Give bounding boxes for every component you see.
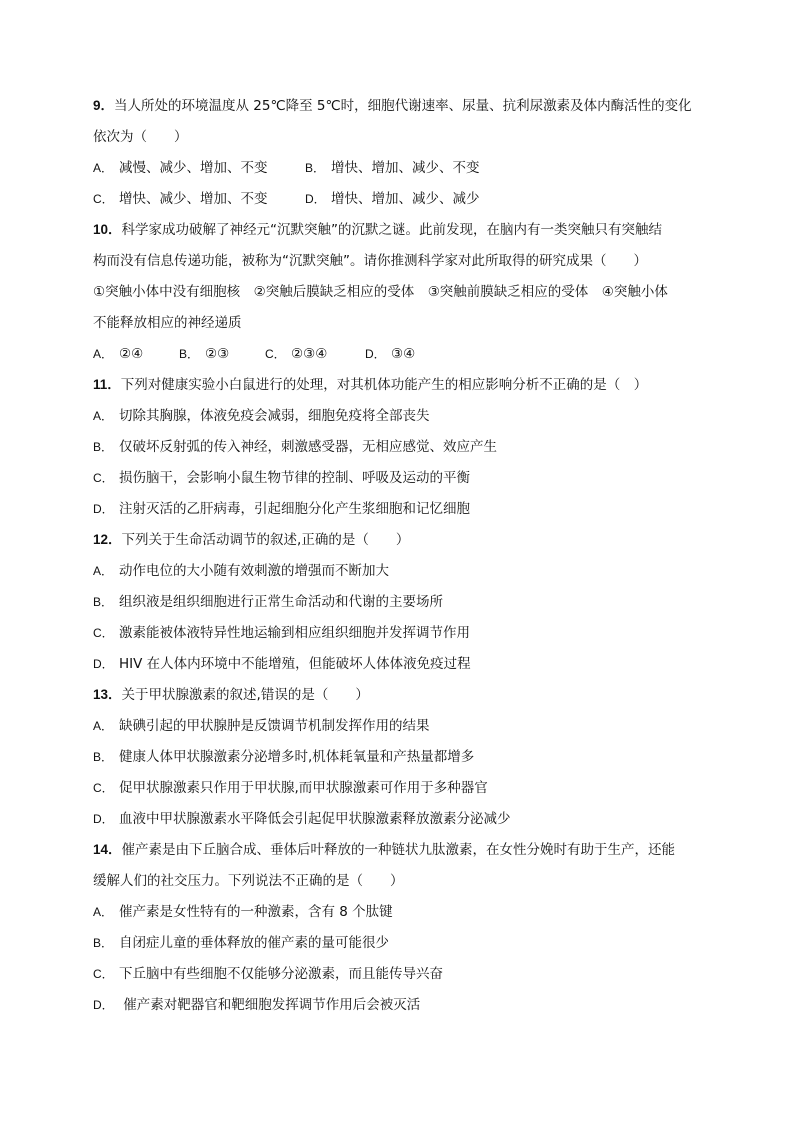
question-number: 13． [93,687,122,702]
option-a[interactable]: A． ②④ [93,346,144,362]
question-stem: 下列关于生命活动调节的叙述,正确的是（ ） [121,532,410,548]
option-a[interactable]: A． 催产素是女性特有的一种激素，含有 8 个肽键 [93,904,393,920]
question-9 [93,96,713,220]
option-a[interactable]: A． 缺碘引起的甲状腺肿是反馈调节机制发挥作用的结果 [93,718,430,734]
question-stem: 缓解人们的社交压力。下列说法不正确的是（ ） [93,873,404,889]
question-stem: 下列对健康实验小白鼠进行的处理，对其机体功能产生的相应影响分析不正确的是（ ） [120,377,648,393]
option-b[interactable]: B． ②③ [179,346,230,362]
option-d[interactable]: D． 血液中甲状腺激素水平降低会引起促甲状腺激素释放激素分泌减少 [93,811,511,827]
question-stem: 科学家成功破解了神经元“沉默突触”的沉默之谜。此前发现，在脑内有一类突触只有突触结 [121,222,663,238]
option-b[interactable]: B． 健康人体甲状腺激素分泌增多时,机体耗氧量和产热量都增多 [93,749,475,765]
exam-page [93,96,713,1026]
option-c[interactable]: C． 增快、减少、增加、不变 [93,191,268,207]
option-b[interactable]: B． 组织液是组织细胞进行正常生命活动和代谢的主要场所 [93,594,443,610]
option-a[interactable]: A． 减慢、减少、增加、不变 [93,160,268,176]
option-c[interactable]: C． 激素能被体液特异性地运输到相应组织细胞并发挥调节作用 [93,625,470,641]
question-14 [93,840,713,1026]
question-number: 9． [93,98,115,113]
option-d[interactable]: D． 注射灭活的乙肝病毒，引起细胞分化产生浆细胞和记忆细胞 [93,501,470,517]
question-stem: 关于甲状腺激素的叙述,错误的是（ ） [121,687,369,703]
option-b[interactable]: B． 自闭症儿童的垂体释放的催产素的量可能很少 [93,935,389,951]
option-a[interactable]: A． 动作电位的大小随有效刺激的增强而不断加大 [93,563,389,579]
option-d[interactable]: D． HIV 在人体内环境中不能增殖，但能破坏人体体液免疫过程 [93,656,471,672]
question-stem: 当人所处的环境温度从 25℃降至 5℃时，细胞代谢速率、尿量、抗利尿激素及体内酶活性的变化 [114,98,692,114]
option-c[interactable]: C． 损伤脑干，会影响小鼠生物节律的控制、呼吸及运动的平衡 [93,470,470,486]
option-d[interactable]: D． ③④ [365,346,416,362]
question-stem: 依次为（ ） [93,129,188,145]
option-b[interactable]: B． 仅破坏反射弧的传入神经，刺激感受器，无相应感觉、效应产生 [93,439,497,455]
question-10 [93,220,713,375]
option-d[interactable]: D． 催产素对靶器官和靶细胞发挥调节作用后会被灭活 [93,997,421,1013]
option-c[interactable]: C． 下丘脑中有些细胞不仅能够分泌激素，而且能传导兴奋 [93,966,443,982]
question-number: 12． [93,532,122,547]
question-11 [93,375,713,530]
option-a[interactable]: A． 切除其胸腺，体液免疫会减弱，细胞免疫将全部丧失 [93,408,430,424]
question-number: 14． [93,842,122,857]
option-d[interactable]: D． 增快、增加、减少、减少 [305,191,480,207]
options-row [93,189,713,220]
question-12 [93,530,713,685]
options-row [93,344,713,375]
question-stem: ①突触小体中没有细胞核 ②突触后膜缺乏相应的受体 ③突触前膜缺乏相应的受体 ④突触小体 [93,284,668,300]
option-c[interactable]: C． 促甲状腺激素只作用于甲状腺,而甲状腺激素可作用于多种器官 [93,780,488,796]
question-number: 11． [93,377,121,392]
question-stem: 不能释放相应的神经递质 [93,315,242,331]
question-stem: 构而没有信息传递功能，被称为“沉默突触”。请你推测科学家对此所取得的研究成果（ ） [93,253,647,269]
options-row [93,158,713,189]
option-b[interactable]: B． 增快、增加、减少、不变 [305,160,480,176]
question-13 [93,685,713,840]
option-c[interactable]: C． ②③④ [265,346,328,362]
question-stem: 催产素是由下丘脑合成、垂体后叶释放的一种链状九肽激素，在女性分娩时有助于生产，还能 [121,842,676,858]
question-number: 10． [93,222,122,237]
